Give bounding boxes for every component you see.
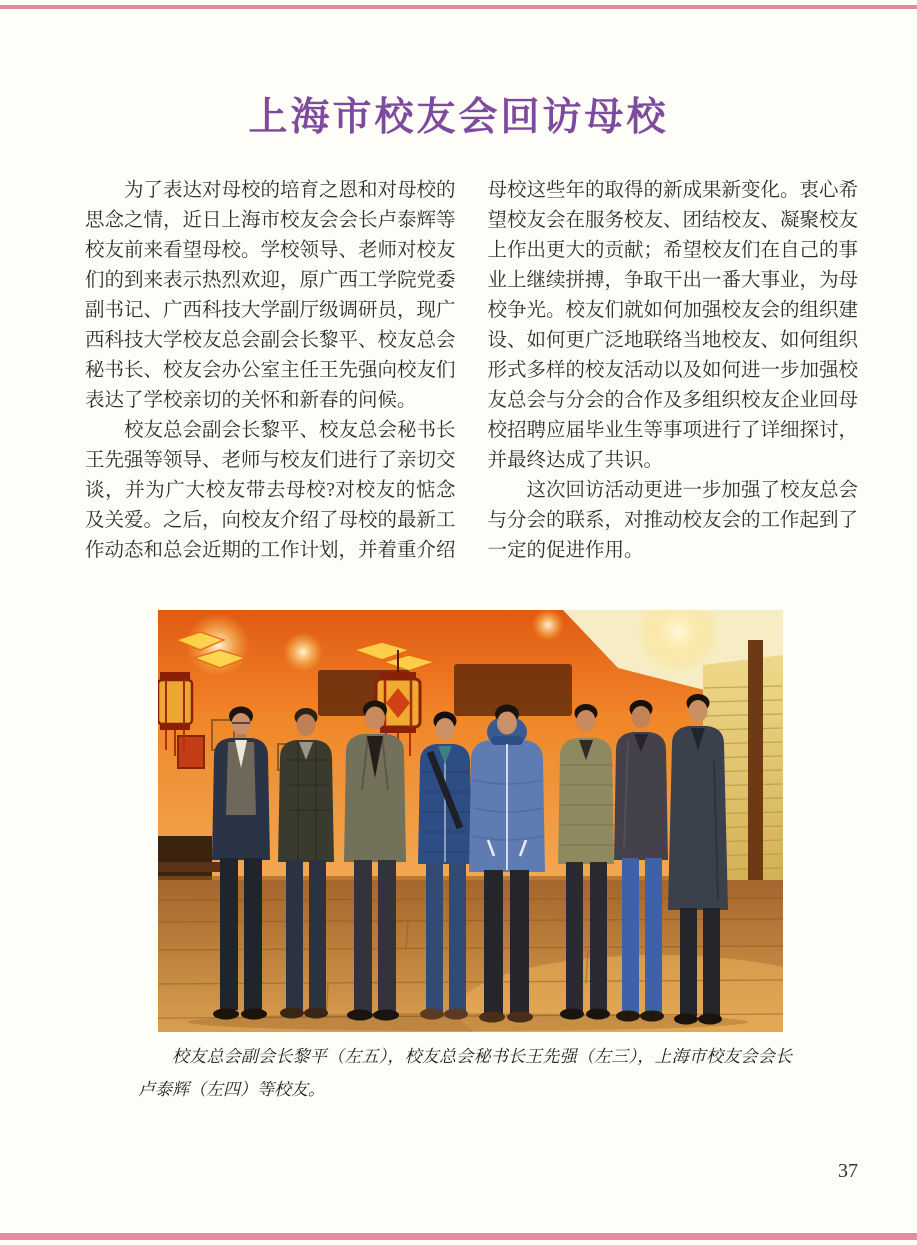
- group-photo-illustration: [158, 610, 783, 1032]
- door-frame: [748, 640, 763, 880]
- article-paragraph: 校友总会副会长黎平、校友总会秘书长王先强等领导、老师与校友们进行了亲切交谈，并为广大校友带去母校?对校友的惦念及关爱。之后，向校友介绍了母校的最新工作动态和总会近期的工作计划，并着重介绍母校这些年的取得的新成果新变化。衷心希望校友会在服务校友、团结校友、凝聚校友上作出更大的贡献；希望校友们在自己的事业上继续拼搏，争取干出一番大事业，为母校争光。校友们就如何加强校友会的组织建设、如何更广泛地联络当地校友、如何组织形式多样的校友活动以及如何进一步加强校友总会与分会的合作及多组织校友企业回母校招聘应届毕业生等事项进行了详细探讨，并最终达成了共识。: [85, 180, 858, 561]
- bottom-border-rule: [0, 1233, 917, 1240]
- article-paragraph: 这次回访活动更进一步加强了校友总会与分会的联系，对推动校友会的工作起到了一定的促进作用。: [487, 480, 858, 561]
- article-title: 上海市校友会回访母校: [248, 96, 669, 139]
- article-body: [85, 176, 858, 576]
- page-number: 37: [838, 1160, 858, 1182]
- group-photo: [158, 610, 783, 1032]
- top-border-rule: [0, 5, 917, 9]
- article-paragraph: 为了表达对母校的培育之恩和对母校的思念之情，近日上海市校友会会长卢泰辉等校友前来看望母校。学校领导、老师对校友们的到来表示热烈欢迎，原广西工学院党委副书记、广西科技大学副厅级调研员，现广西科技大学校友总会副会长黎平、校友总会秘书长、校友会办公室主任王先强向校友们表达了学校亲切的关怀和新春的问候。: [85, 180, 456, 411]
- photo-caption: 校友总会副会长黎平（左五），校友总会秘书长王先强（左三），上海市校友会会长卢泰辉（左四）等校友。: [138, 1047, 792, 1099]
